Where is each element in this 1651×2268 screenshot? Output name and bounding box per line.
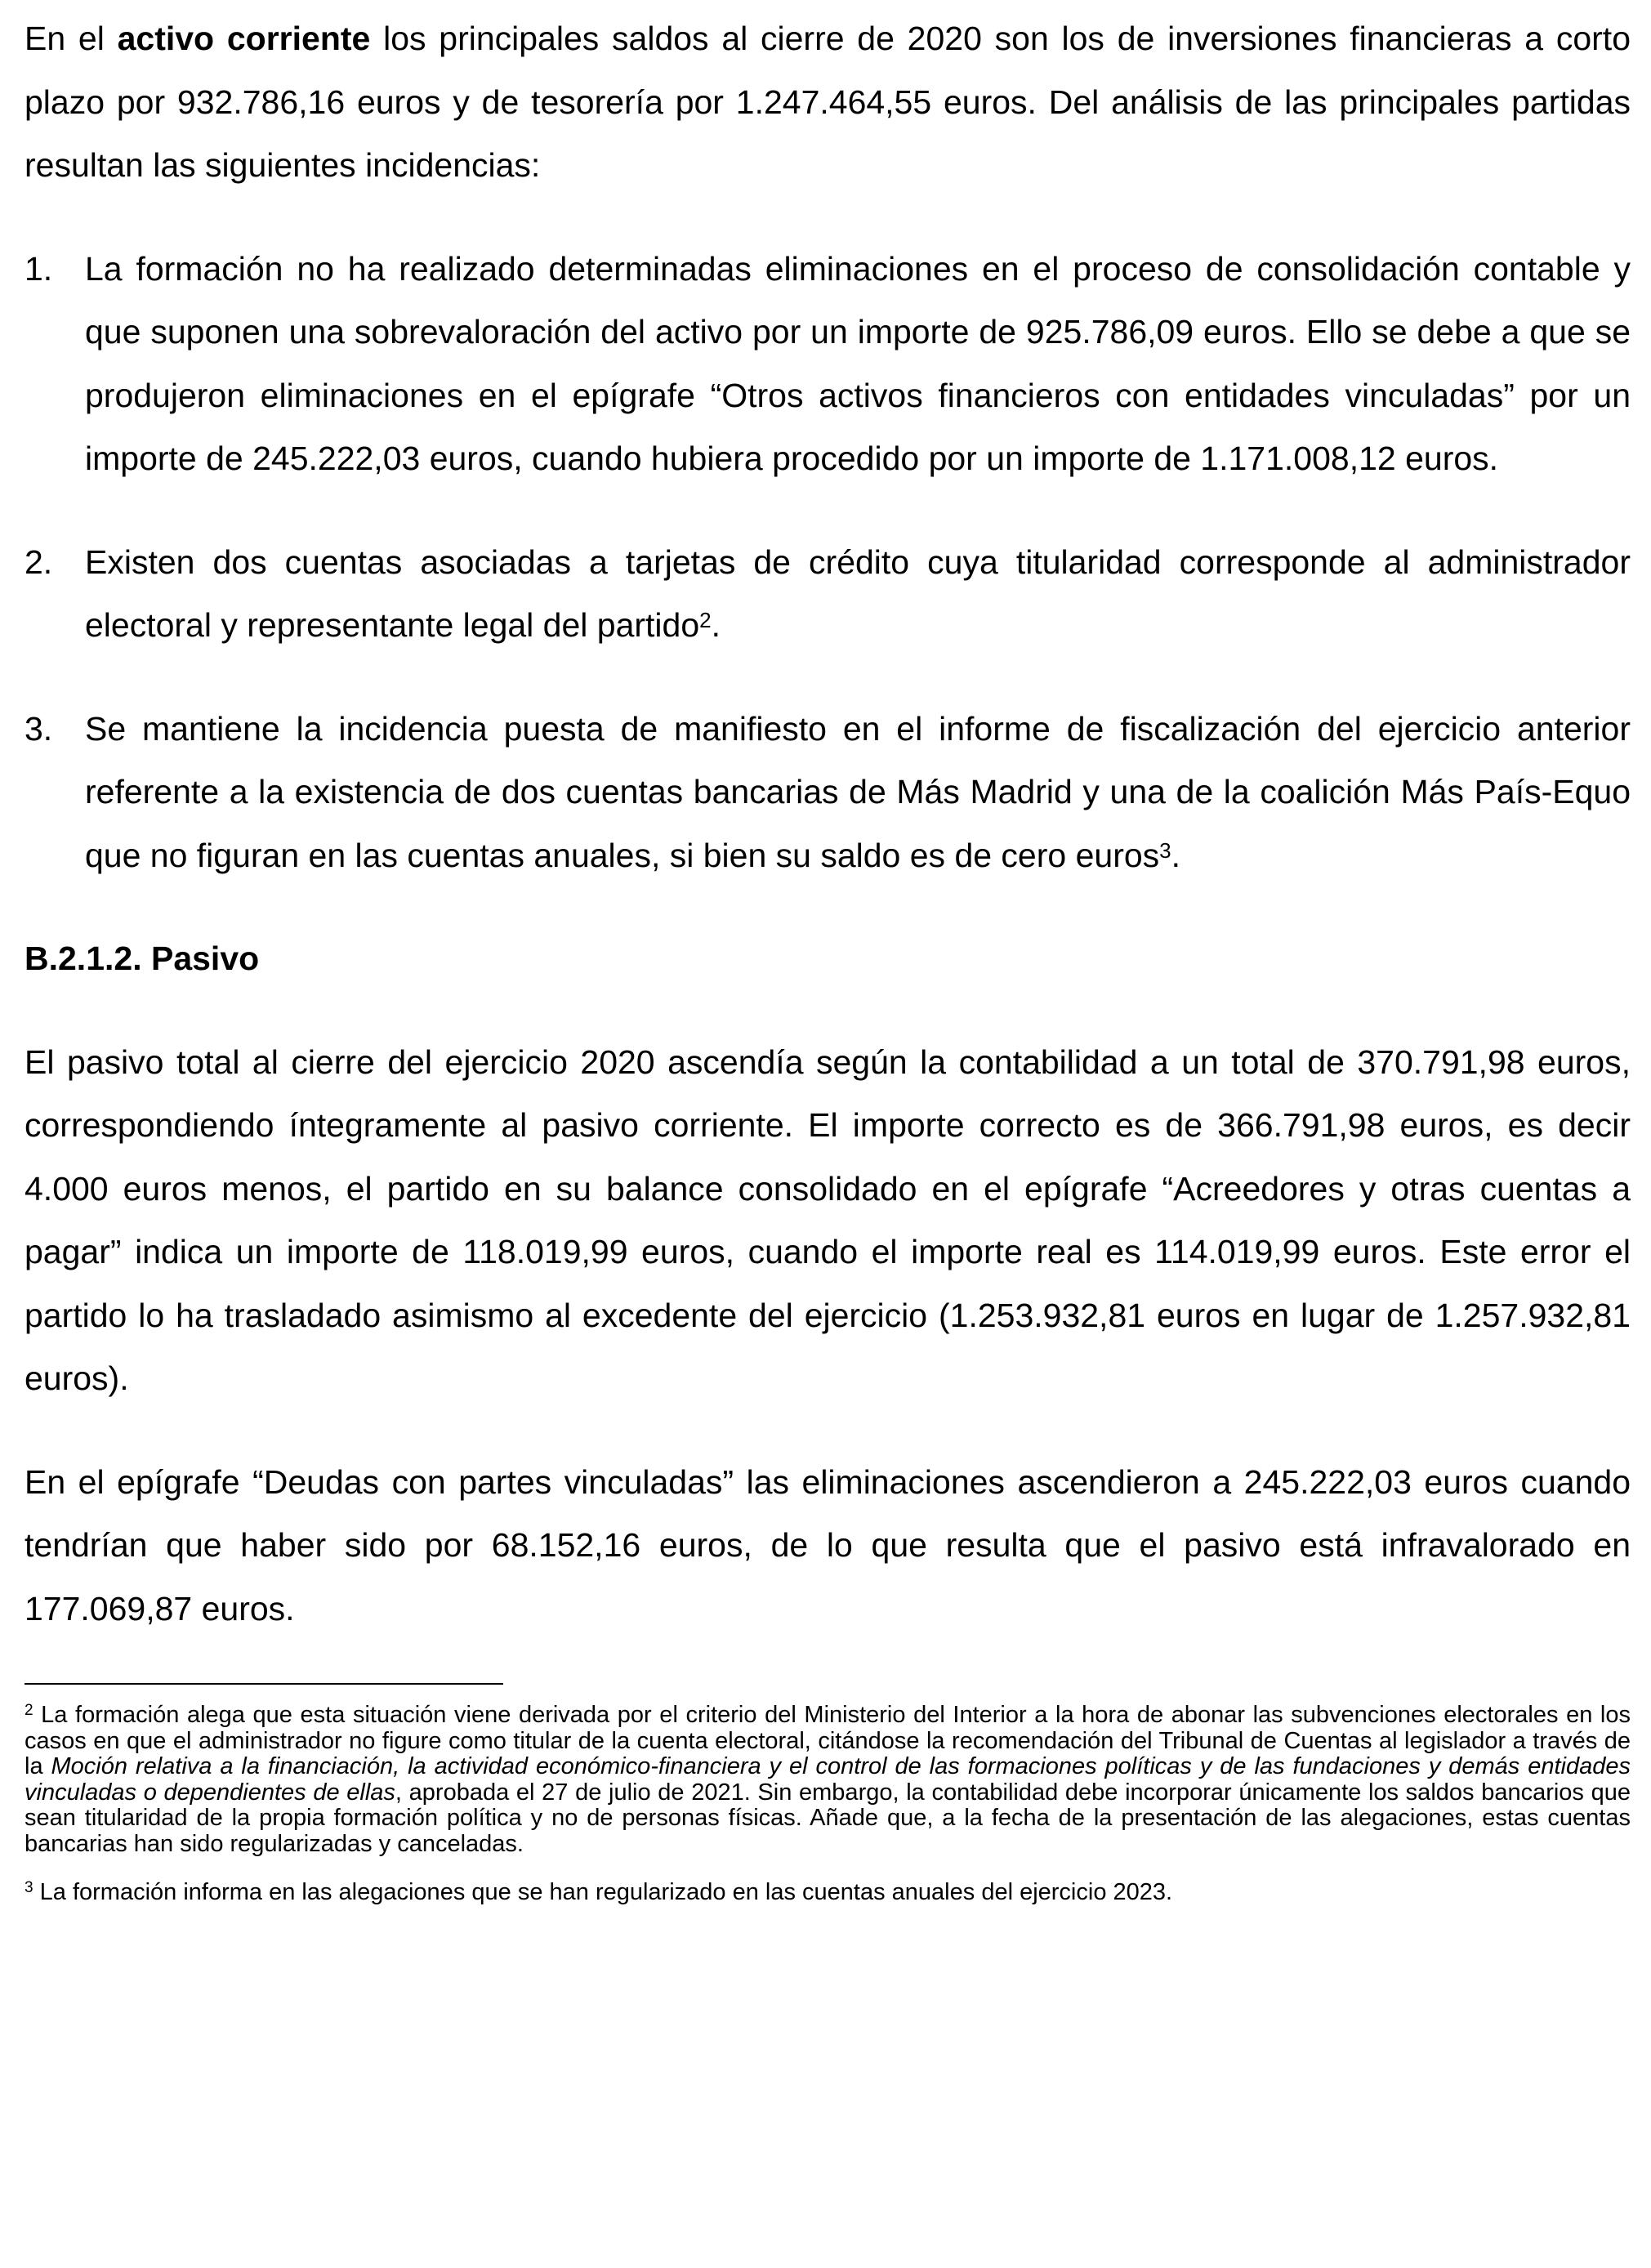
list-item-2 — [25, 531, 1631, 658]
list-item-end: . — [1171, 836, 1181, 874]
list-item-1 — [25, 238, 1631, 491]
footnote-2 — [25, 1703, 1631, 1857]
document-page — [25, 0, 1631, 1906]
footnote-separator — [25, 1683, 503, 1685]
list-number: 1. — [25, 249, 53, 288]
intro-text-after: los principales saldos al cierre de 2020 son los de inversiones financieras a corto plazo por 932.786,16 euros y de tesorería por 1.247.464,55 euros. Del análisis de las principales partidas resultan las siguientes incidencias: — [25, 20, 1631, 184]
footnote-text: La formación informa en las alegaciones que se han regularizado en las cuentas anuales del ejercicio 2023. — [33, 1879, 1173, 1905]
list-item-end: . — [711, 606, 721, 644]
footnote-3 — [25, 1880, 1631, 1906]
footnote-ref-3[interactable]: 3 — [1159, 837, 1171, 863]
activo-corriente-paragraph — [25, 7, 1631, 198]
footnote-number: 2 — [25, 1702, 33, 1720]
pasivo-paragraph-1: El pasivo total al cierre del ejercicio 2020 ascendía según la contabilidad a un total de 370.791,98 euros, correspondiendo íntegramente al pasivo corriente. El importe correcto es de 366.791,98 euros, es decir 4.000 euros menos, el partido en su balance consolidado en el epígrafe “Acreedores y otras cuentas a pagar” indica un importe de 118.019,99 euros, cuando el importe real es 114.019,99 euros. Este error el partido lo ha trasladado asimismo al excedente del ejercicio (1.253.932,81 euros en lugar de 1.257.932,81 euros). — [25, 1042, 1631, 1397]
list-number: 3. — [25, 709, 53, 748]
section-heading-pasivo: B.2.1.2. Pasivo — [25, 940, 260, 977]
pasivo-paragraph-2: En el epígrafe “Deudas con partes vinculadas” las eliminaciones ascendieron a 245.222,03 euros cuando tendrían que haber sido por 68.152,16 euros, de lo que resulta que el pasivo está infravalorado en 177.069,87 euros. — [25, 1462, 1631, 1627]
footnote-number: 3 — [25, 1879, 33, 1897]
list-item-3 — [25, 698, 1631, 888]
footnote-text-before: La formación alega que esta situación viene derivada por el criterio del Ministerio del Interior a la hora de abonar las subvenciones electorales en los casos en que el administrador no figure como titular de la cuenta electoral, citándose la recomendación del Tribunal de Cuentas al legislador a través de la — [25, 1702, 1631, 1779]
footnote-text-after: , aprobada el 27 de julio de 2021. Sin embargo, la contabilidad debe incorporar únicamente los saldos bancarios que sean titularidad de la propia formación política y no de personas físicas. Añade que, a la fecha de la presentación de las alegaciones, estas cuentas bancarias han sido regularizadas y canceladas. — [25, 1779, 1631, 1857]
list-item-text: Se mantiene la incidencia puesta de manifiesto en el informe de fiscalización del ejercicio anterior referente a la existencia de dos cuentas bancarias de Más Madrid y una de la coalición Más País-Equo que no figuran en las cuentas anuales, si bien su saldo es de cero euros — [85, 709, 1631, 874]
intro-bold-term: activo corriente — [117, 20, 371, 57]
footnote-ref-2[interactable]: 2 — [699, 608, 712, 633]
list-item-text: La formación no ha realizado determinadas eliminaciones en el proceso de consolidación contable y que suponen una sobrevaloración del activo por un importe de 925.786,09 euros. Ello se debe a que se produjeron eliminaciones en el epígrafe “Otros activos financieros con entidades vinculadas” por un importe de 245.222,03 euros, cuando hubiera procedido por un importe de 1.171.008,12 euros. — [85, 249, 1631, 477]
footnote-italic-title: Moción relativa a la financiación, la actividad económico-financiera y el control de las formaciones políticas y de las fundaciones y demás entidades vinculadas o dependientes de ellas — [25, 1753, 1631, 1806]
list-item-text: Existen dos cuentas asociadas a tarjetas de crédito cuya titularidad corresponde al administrador electoral y representante legal del partido — [85, 542, 1631, 644]
list-number: 2. — [25, 542, 53, 581]
intro-text-before: En el — [25, 20, 118, 57]
